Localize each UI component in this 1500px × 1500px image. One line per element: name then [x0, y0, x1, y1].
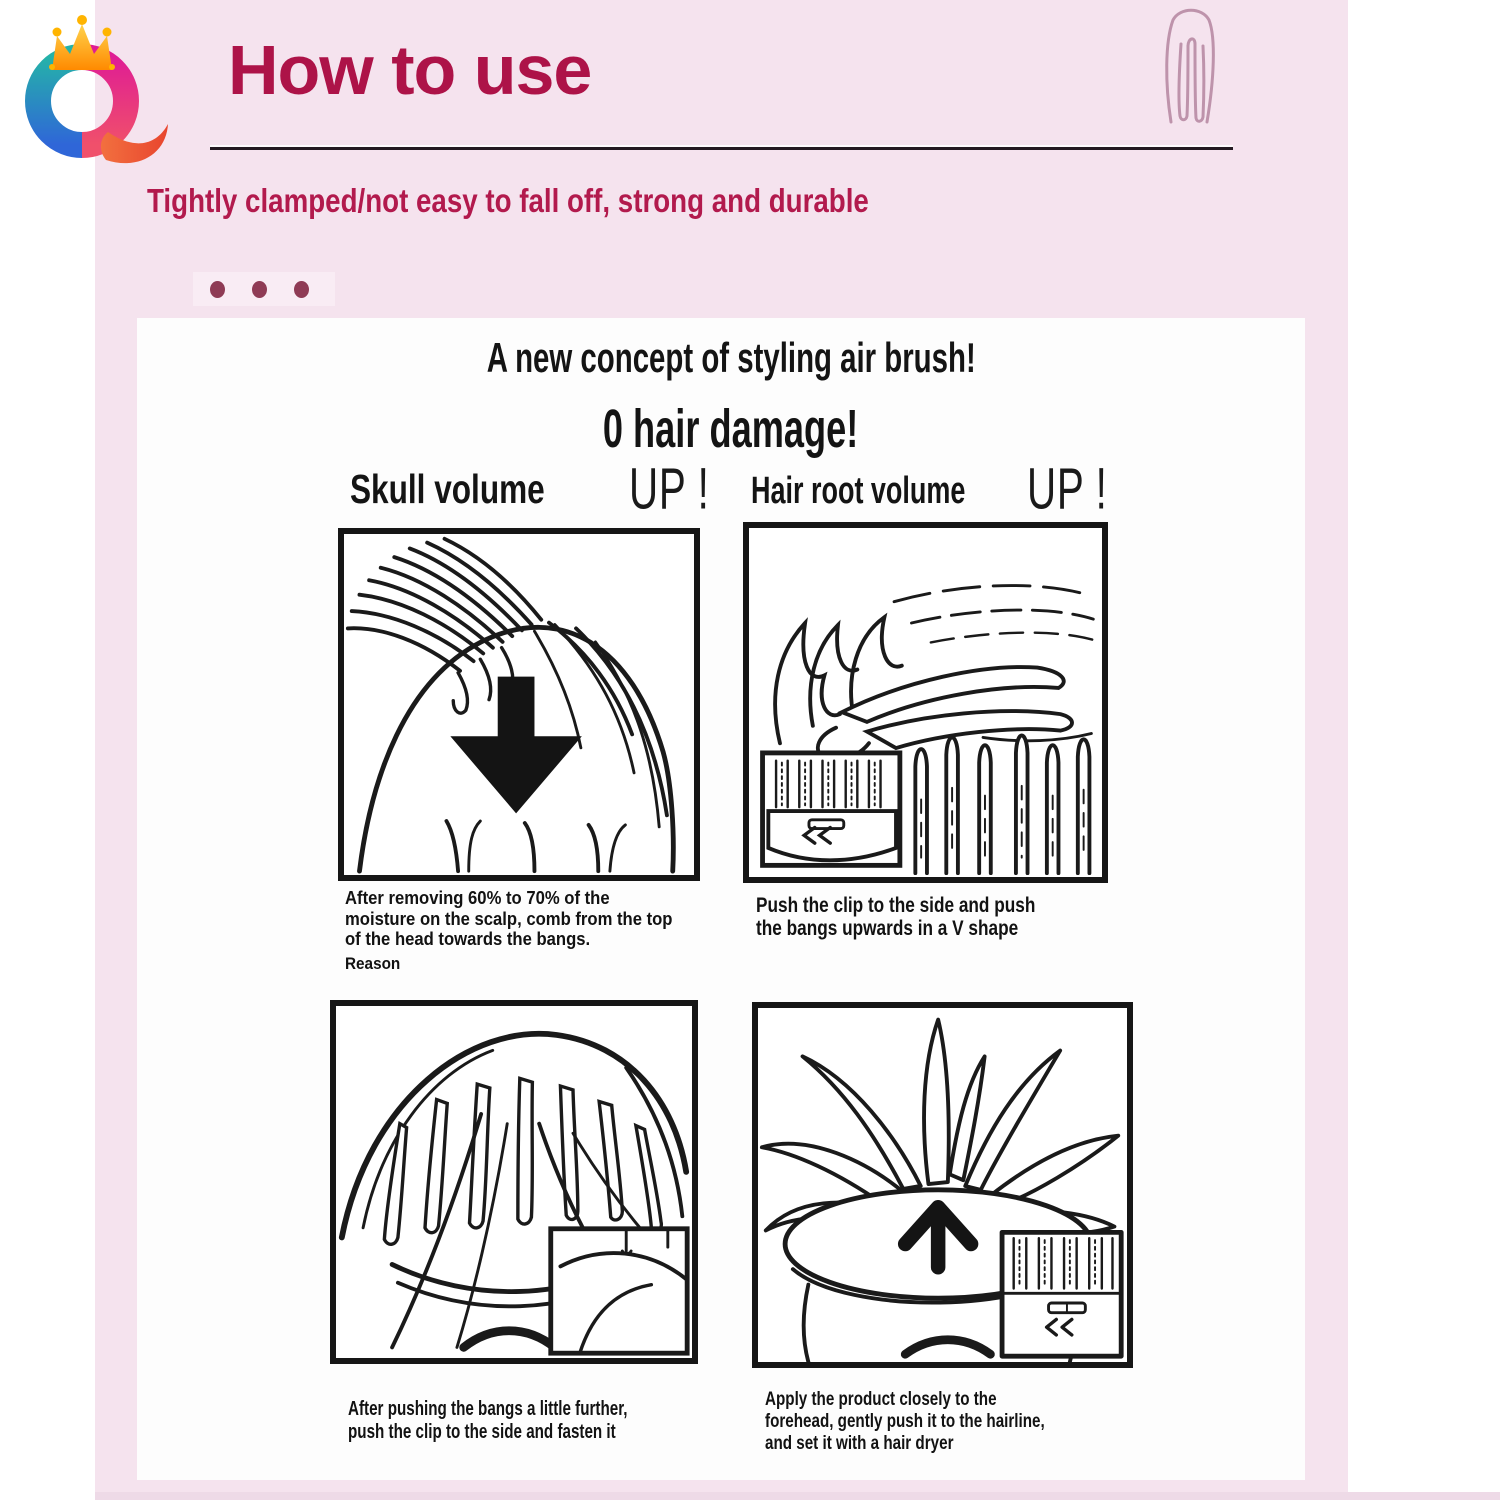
- column-label-hair-root-volume: Hair root volume: [751, 470, 966, 512]
- column-label-skull-volume: Skull volume: [350, 466, 545, 512]
- decor-dot: [252, 281, 267, 298]
- card-heading-1: A new concept of styling air brush!: [486, 334, 976, 381]
- crown-ball: [109, 64, 115, 70]
- step1-caption: After removing 60% to 70% of the moisture on the scalp, comb from the top of the head towards the bangs.: [345, 887, 673, 949]
- step3-illustration-panel: [330, 1000, 698, 1364]
- step3-caption: After pushing the bangs a little further, push the clip to the side and fasten it: [348, 1398, 628, 1443]
- down-arrow-icon: [450, 677, 581, 814]
- page-title: How to use: [228, 31, 592, 109]
- crown-ball: [53, 28, 62, 37]
- brand-crowned-q-logo-icon: [20, 12, 170, 164]
- step4-caption: Apply the product closely to the forehead, gently push it to the hairline, and set it with a hair dryer: [765, 1388, 1045, 1454]
- crown-ball: [49, 64, 55, 70]
- bottom-edge-strip: [95, 1492, 1500, 1500]
- q-ring-right: [82, 57, 126, 145]
- apply-forehead-drawing: [758, 1008, 1127, 1362]
- step1-note: Reason: [345, 954, 401, 973]
- up-text-skull: UP !: [629, 455, 710, 522]
- hair-clip-outline-icon: [1162, 4, 1220, 128]
- card-heading-2: 0 hair damage!: [603, 399, 859, 459]
- decor-dot: [294, 281, 309, 298]
- clip-fastened-drawing: [336, 1006, 692, 1358]
- up-text-hair-root: UP !: [1027, 455, 1108, 522]
- crown-ball: [103, 28, 112, 37]
- eyebrow-line: [905, 1340, 990, 1355]
- step1-illustration-panel: [338, 528, 700, 881]
- q-ring-left: [38, 57, 82, 145]
- decor-dot: [210, 281, 225, 298]
- comb-hair-down-arrow-drawing: [344, 534, 694, 875]
- page-subtitle: Tightly clamped/not easy to fall off, strong and durable: [147, 182, 869, 219]
- title-underline: [210, 147, 1233, 150]
- instructions-card: [137, 318, 1305, 1480]
- eyebrow-line: [464, 1331, 555, 1348]
- step4-illustration-panel: [752, 1002, 1133, 1368]
- step2-caption: Push the clip to the side and push the bangs upwards in a V shape: [756, 894, 1036, 940]
- hand-finger: [867, 711, 1072, 748]
- step2-illustration-panel: [743, 522, 1108, 883]
- crown-ball: [77, 15, 87, 25]
- hand-pushing-clip-drawing: [749, 528, 1102, 877]
